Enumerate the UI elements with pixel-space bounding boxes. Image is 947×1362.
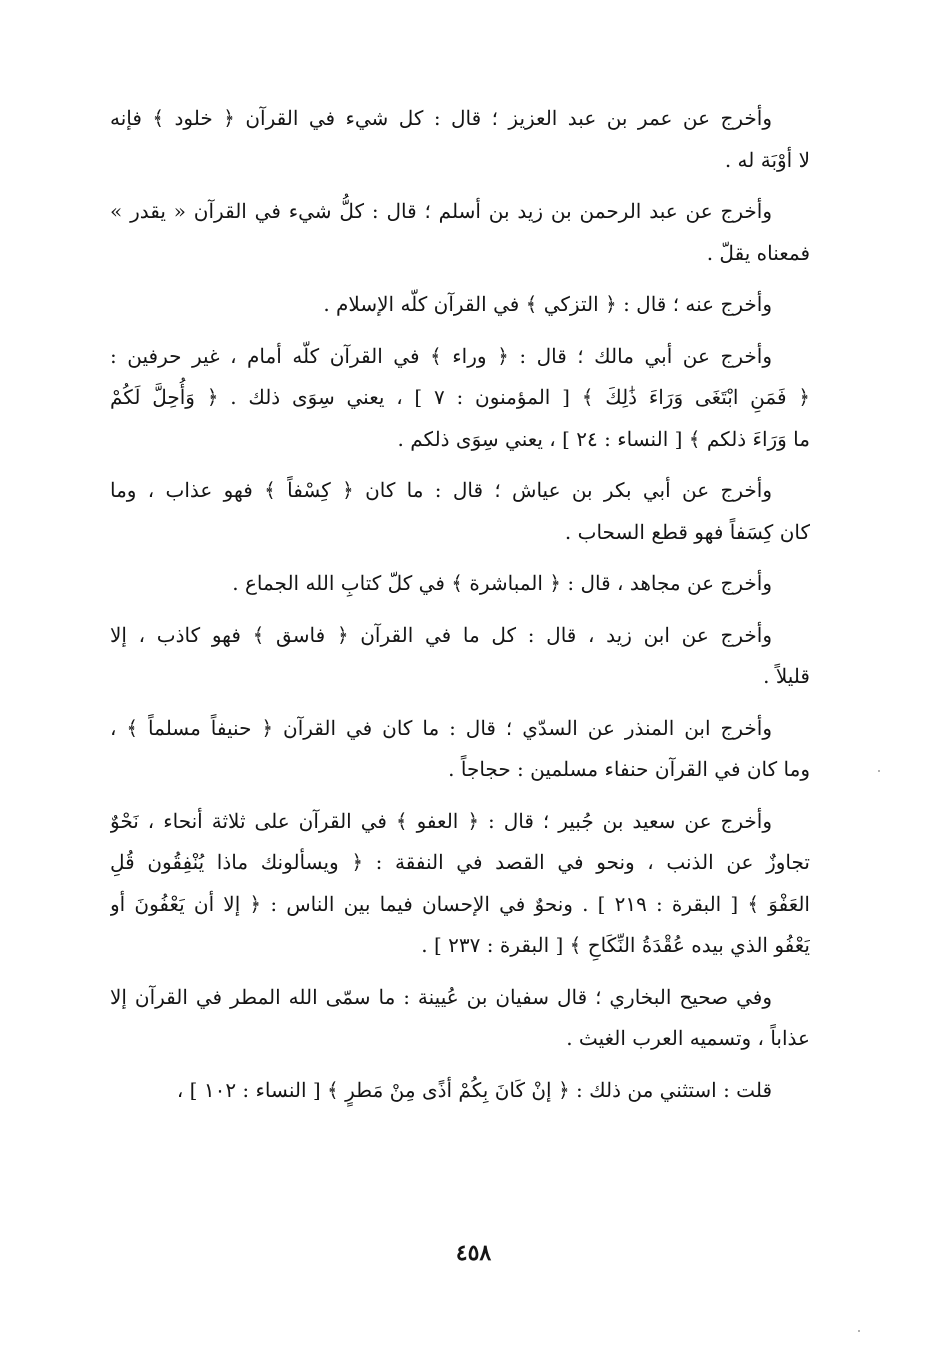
paragraph bbox=[110, 284, 810, 326]
text-line: قليلاً . bbox=[763, 664, 810, 688]
paragraph bbox=[110, 563, 810, 605]
paragraph bbox=[110, 98, 810, 181]
text-line: وما كان في القرآن حنفاء مسلمين : حجاجاً . bbox=[448, 757, 810, 781]
text-line: وأخرج عن أبي مالك ؛ قال : ﴿ وراء ﴾ في القرآن كلّه أمام ، غير حرفين : bbox=[110, 343, 772, 368]
text-line: قلت : استثني من ذلك : ﴿ إنْ كَانَ بِكُمْ أذًى مِنْ مَطرٍ ﴾ [ النساء : ١٠٢ ] ، bbox=[176, 1077, 772, 1102]
text-line: وأخرج عن مجاهد ، قال : ﴿ المباشرة ﴾ في كلّ كتابِ الله الجماع . bbox=[232, 571, 772, 595]
paragraph bbox=[110, 191, 810, 274]
text-line: فمعناه يقلّ . bbox=[706, 240, 810, 265]
text-line: وأخرج عن عبد الرحمن بن زيد بن أسلم ؛ قال : كلُّ شيء في القرآن « يقدر » bbox=[110, 199, 772, 223]
text-line: ﴿ فَمَنِ ابْتَغَى وَرَاءَ ذَٰلِكَ ﴾ [ المؤمنون : ٧ ] ، يعني سِوَى ذلك . ﴿ وَأُحِلَّ لَكُمْ bbox=[110, 385, 810, 409]
text-line: لا أوْبَة له . bbox=[724, 147, 810, 172]
paragraph bbox=[110, 708, 810, 791]
text-line: عذاباً ، وتسميه العرب الغيث . bbox=[566, 1026, 810, 1050]
scan-speck bbox=[878, 770, 880, 772]
text-line: وأخرج عن ابن زيد ، قال : كل ما في القرآن ﴿ فاسق ﴾ فهو كاذب ، إلا bbox=[110, 622, 772, 647]
text-line: وأخرج ابن المنذر عن السدّي ؛ قال : ما كان في القرآن ﴿ حنيفاً مسلماً ﴾ ، bbox=[110, 715, 772, 740]
text-line: يَعْفُو الذي بيده عُقْدَةُ النِّكَاحِ ﴾ [ البقرة : ٢٣٧ ] . bbox=[421, 933, 810, 957]
paragraph bbox=[110, 336, 810, 461]
paragraph bbox=[110, 801, 810, 967]
paragraph bbox=[110, 1070, 810, 1112]
text-line: وأخرج عن أبي بكر بن عياش ؛ قال : ما كان ﴿ كِسْفاً ﴾ فهو عذاب ، وما bbox=[110, 478, 772, 502]
text-line: وفي صحيح البخاري ؛ قال سفيان بن عُيينة : ما سمّى الله المطر في القرآن إلا bbox=[110, 984, 772, 1009]
text-line: وأخرج عن عمر بن عبد العزيز ؛ قال : كل شيء في القرآن ﴿ خلود ﴾ فإنه bbox=[110, 106, 772, 130]
text-line: العَفْوَ ﴾ [ البقرة : ٢١٩ ] . ونحوٌ في الإحسان فيما بين الناس : ﴿ إلا أن يَعْفُونَ أو bbox=[110, 891, 810, 916]
text-line: وأخرج عن سعيد بن جُبير ؛ قال : ﴿ العفو ﴾ في القرآن على ثلاثة أنحاء ، نَحْوٌ bbox=[110, 808, 772, 833]
paragraph bbox=[110, 470, 810, 553]
text-line: ما وَرَاءَ ذلكم ﴾ [ النساء : ٢٤ ] ، يعني سِوَى ذلكم . bbox=[397, 426, 810, 451]
page-number: ٤٥٨ bbox=[455, 1240, 492, 1266]
paragraph bbox=[110, 615, 810, 698]
page-body-text bbox=[110, 98, 810, 1121]
text-line: وأخرج عنه ؛ قال : ﴿ التزكي ﴾ في القرآن كلّه الإسلام . bbox=[323, 292, 772, 316]
scan-speck bbox=[858, 1330, 860, 1332]
paragraph bbox=[110, 977, 810, 1060]
text-line: تجاوزٌ عن الذنب ، ونحو في القصد في النفقة : ﴿ ويسألونك ماذا يُنْفِقُون قُلِ bbox=[110, 850, 810, 874]
text-line: كان كِسَفاً فهو قطع السحاب . bbox=[564, 519, 810, 544]
